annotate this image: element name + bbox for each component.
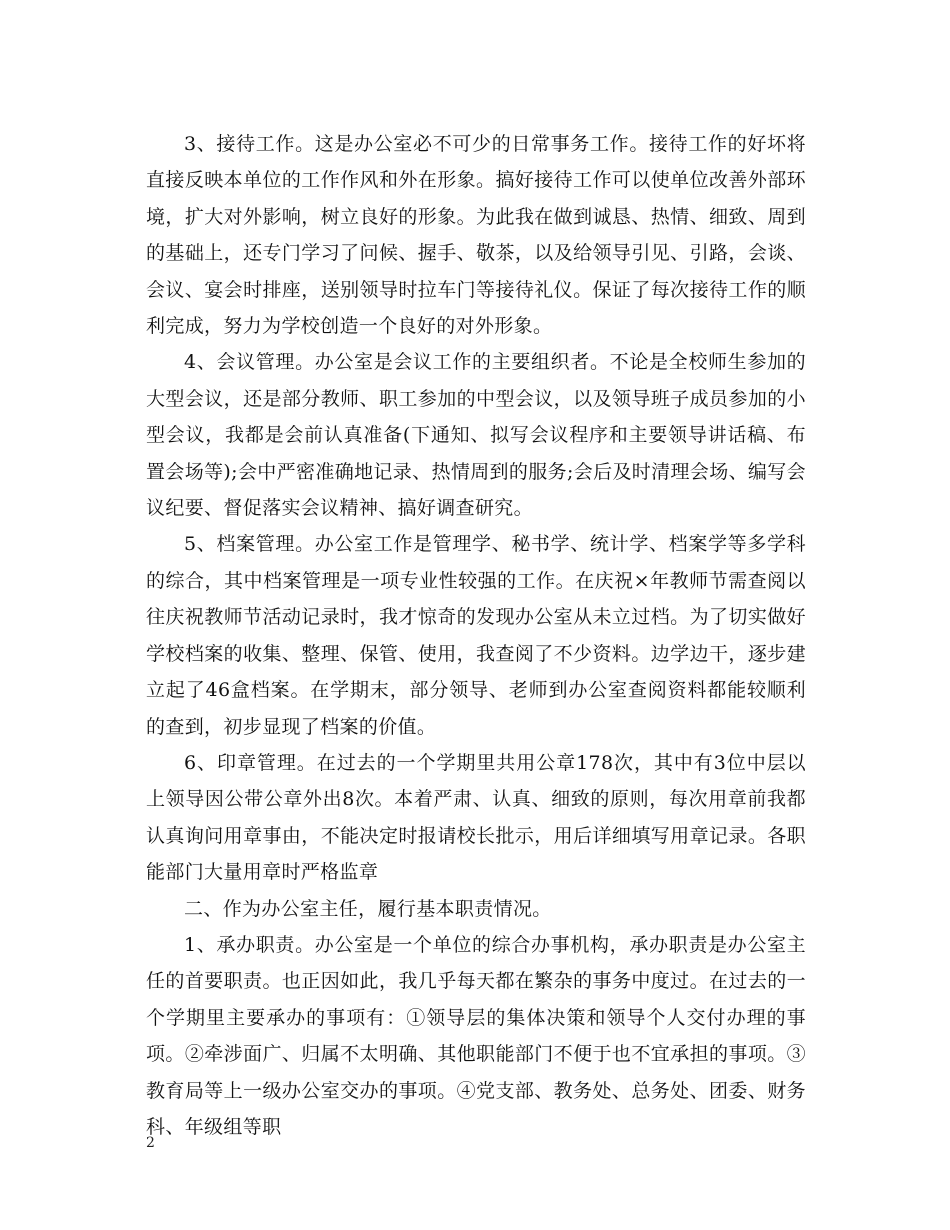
paragraph-meeting-management: 4、会议管理。办公室是会议工作的主要组织者。不论是全校师生参加的大型会议，还是部分教师、职工参加的中型会议，以及领导班子成员参加的小型会议，我都是会前认真准备(下通知、拟写会议程序和主要领导讲话稿、布置会场等);会中严密准确地记录、热情周到的服务;会后及时清理会场、编写会议纪要、督促落实会议精神、搞好调查研究。 bbox=[146, 351, 806, 520]
document-body bbox=[146, 126, 806, 1145]
paragraph-archive-management: 5、档案管理。办公室工作是管理学、秘书学、统计学、档案学等多学科的综合，其中档案管理是一项专业性较强的工作。在庆祝×年教师节需查阅以往庆祝教师节活动记录时，我才惊奇的发现办公室从未立过档。为了切实做好学校档案的收集、整理、保管、使用，我查阅了不少资料。边学边干，逐步建立起了46盒档案。在学期末，部分领导、老师到办公室查阅资料都能较顺利的查到，初步显现了档案的价值。 bbox=[146, 533, 806, 738]
page-number: 2 bbox=[146, 1135, 155, 1151]
paragraph-reception-work: 3、接待工作。这是办公室必不可少的日常事务工作。接待工作的好坏将直接反映本单位的工作作风和外在形象。搞好接待工作可以使单位改善外部环境，扩大对外影响，树立良好的形象。为此我在做到诚恳、热情、细致、周到的基础上，还专门学习了问候、握手、敬茶，以及给领导引见、引路，会谈、会议、宴会时排座，送别领导时拉车门等接待礼仪。保证了每次接待工作的顺利完成，努力为学校创造一个良好的对外形象。 bbox=[146, 133, 806, 338]
paragraph-seal-management: 6、印章管理。在过去的一个学期里共用公章178次，其中有3位中层以上领导因公带公章外出8次。本着严肃、认真、细致的原则，每次用章前我都认真询问用章事由，不能决定时报请校长批示，用后详细填写用章记录。各职能部门大量用章时严格监章 bbox=[146, 751, 806, 884]
paragraph-undertaking-duties: 1、承办职责。办公室是一个单位的综合办事机构，承办职责是办公室主任的首要职责。也正因如此，我几乎每天都在繁杂的事务中度过。在过去的一个学期里主要承办的事项有：①领导层的集体决策和领导个人交付办理的事项。②牵涉面广、归属不太明确、其他职能部门不便于也不宜承担的事项。③教育局等上一级办公室交办的事项。④党支部、教务处、总务处、团委、财务科、年级组等职 bbox=[146, 933, 806, 1138]
section-heading-duties: 二、作为办公室主任，履行基本职责情况。 bbox=[184, 897, 552, 920]
